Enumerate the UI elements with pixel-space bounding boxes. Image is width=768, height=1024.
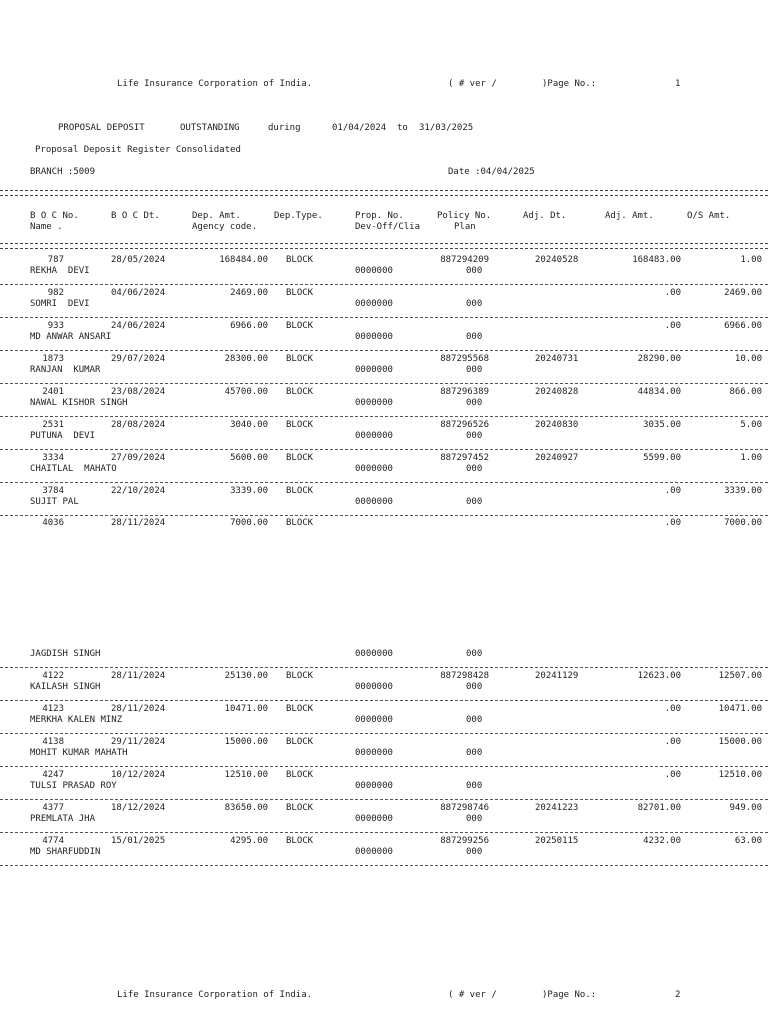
policy-no: 887294209 [440,255,489,265]
dev-off-code: 0000000 [355,814,393,824]
boc-no: 2401 [42,387,64,397]
boc-no: 4122 [42,671,64,681]
to-label: to [397,123,408,133]
plan-code: 000 [466,332,483,342]
adjustment-amount: 44834.00 [637,387,681,397]
outstanding-amount: 15000.00 [718,737,762,747]
deposit-amount: 25130.00 [224,671,268,681]
plan-code: 000 [466,682,483,692]
plan-code: 000 [466,781,483,791]
report-title-2: OUTSTANDING [180,123,240,133]
proposer-name: RANJAN KUMAR [30,365,101,375]
boc-no: 2531 [42,420,64,430]
adjustment-date: 20240828 [535,387,579,397]
boc-date: 28/11/2024 [111,704,166,714]
adjustment-date: 20240927 [535,453,579,463]
deposit-amount: 7000.00 [230,518,268,528]
plan-code: 000 [466,266,483,276]
deposit-amount: 5600.00 [230,453,268,463]
col-dep-amt: Dep. Amt. [192,211,241,221]
adjustment-amount: .00 [664,518,681,528]
page-number: 2 [675,990,681,1000]
deposit-amount: 83650.00 [224,803,268,813]
header-rule-top [0,190,768,196]
proposer-name: SUJIT PAL [30,497,79,507]
deposit-type: BLOCK [286,770,314,780]
boc-no: 4123 [42,704,64,714]
outstanding-amount: 12507.00 [718,671,762,681]
page-number: 1 [675,79,681,89]
outstanding-amount: 1.00 [740,255,762,265]
col-boc-no: B O C No. [30,211,79,221]
deposit-amount: 2469.00 [230,288,268,298]
row-separator [0,700,768,701]
row-separator [0,416,768,417]
boc-date: 04/06/2024 [111,288,166,298]
proposer-name: MD SHARFUDDIN [30,847,101,857]
adjustment-amount: .00 [664,486,681,496]
adjustment-amount: 82701.00 [637,803,681,813]
page-label: )Page No.: [542,79,597,89]
report-title-3: during [268,123,301,133]
proposer-name: JAGDISH SINGH [30,649,101,659]
proposer-name: KAILASH SINGH [30,682,101,692]
report-title-1: PROPOSAL DEPOSIT [58,123,145,133]
adjustment-amount: 3035.00 [643,420,681,430]
proposer-name: MOHIT KUMAR MAHATH [30,748,128,758]
dev-off-code: 0000000 [355,431,393,441]
plan-code: 000 [466,299,483,309]
boc-date: 22/10/2024 [111,486,166,496]
col-prop-no: Prop. No. [355,211,404,221]
deposit-amount: 10471.00 [224,704,268,714]
dev-off-code: 0000000 [355,748,393,758]
adjustment-amount: .00 [664,288,681,298]
dev-off-code: 0000000 [355,266,393,276]
row-separator [0,284,768,285]
proposer-name: PREMLATA JHA [30,814,96,824]
report-subtitle: Proposal Deposit Register Consolidated [35,145,241,155]
proposer-name: PUTUNA DEVI [30,431,96,441]
proposer-name: REKHA DEVI [30,266,90,276]
adjustment-date: 20240731 [535,354,579,364]
adjustment-amount: 4232.00 [643,836,681,846]
plan-code: 000 [466,497,483,507]
boc-date: 10/12/2024 [111,770,166,780]
plan-code: 000 [466,649,483,659]
deposit-type: BLOCK [286,803,314,813]
deposit-type: BLOCK [286,737,314,747]
adjustment-date: 20240528 [535,255,579,265]
proposer-name: CHAITLAL MAHATO [30,464,117,474]
company-name: Life Insurance Corporation of India. [117,990,313,1000]
deposit-amount: 6966.00 [230,321,268,331]
proposer-name: MERKHA KALEN MINZ [30,715,123,725]
row-separator [0,317,768,318]
boc-date: 28/08/2024 [111,420,166,430]
row-separator [0,449,768,450]
deposit-type: BLOCK [286,704,314,714]
version-label: ( # ver / [448,79,497,89]
adjustment-amount: .00 [664,704,681,714]
boc-no: 4036 [42,518,64,528]
boc-date: 29/11/2024 [111,737,166,747]
row-separator [0,733,768,734]
adjustment-amount: 28290.00 [637,354,681,364]
deposit-amount: 12510.00 [224,770,268,780]
col-adj-amt: Adj. Amt. [605,211,654,221]
boc-no: 787 [47,255,64,265]
version-label: ( # ver / [448,990,497,1000]
policy-no: 887296526 [440,420,489,430]
plan-code: 000 [466,715,483,725]
outstanding-amount: 2469.00 [724,288,762,298]
row-separator [0,799,768,800]
deposit-type: BLOCK [286,671,314,681]
outstanding-amount: 12510.00 [718,770,762,780]
boc-date: 24/06/2024 [111,321,166,331]
boc-no: 4138 [42,737,64,747]
date-to: 31/03/2025 [419,123,474,133]
deposit-type: BLOCK [286,387,314,397]
adjustment-date: 20241223 [535,803,579,813]
dev-off-code: 0000000 [355,715,393,725]
adjustment-date: 20240830 [535,420,579,430]
boc-no: 3784 [42,486,64,496]
adjustment-amount: .00 [664,737,681,747]
deposit-amount: 4295.00 [230,836,268,846]
policy-no: 887297452 [440,453,489,463]
boc-date: 18/12/2024 [111,803,166,813]
adjustment-amount: 168483.00 [632,255,681,265]
row-separator [0,515,768,516]
outstanding-amount: 866.00 [729,387,762,397]
deposit-amount: 3339.00 [230,486,268,496]
boc-no: 1873 [42,354,64,364]
row-separator [0,832,768,833]
row-separator [0,350,768,351]
col-plan: Plan [454,222,476,232]
row-separator [0,482,768,483]
outstanding-amount: 3339.00 [724,486,762,496]
boc-no: 4247 [42,770,64,780]
col-boc-dt: B O C Dt. [111,211,160,221]
dev-off-code: 0000000 [355,332,393,342]
adjustment-amount: 12623.00 [637,671,681,681]
dev-off-code: 0000000 [355,682,393,692]
proposer-name: NAWAL KISHOR SINGH [30,398,128,408]
deposit-type: BLOCK [286,288,314,298]
boc-date: 28/05/2024 [111,255,166,265]
plan-code: 000 [466,398,483,408]
deposit-amount: 45700.00 [224,387,268,397]
split-row-top [0,518,768,552]
deposit-amount: 15000.00 [224,737,268,747]
header-rule-bottom [0,243,768,249]
dev-off-code: 0000000 [355,398,393,408]
col-name: Name . [30,222,63,232]
row-separator [0,766,768,767]
adjustment-amount: .00 [664,321,681,331]
boc-no: 982 [47,288,64,298]
boc-date: 28/11/2024 [111,518,166,528]
dev-off-code: 0000000 [355,497,393,507]
plan-code: 000 [466,464,483,474]
col-os-amt: O/S Amt. [687,211,731,221]
deposit-amount: 3040.00 [230,420,268,430]
row-separator [0,865,768,866]
plan-code: 000 [466,431,483,441]
boc-date: 23/08/2024 [111,387,166,397]
outstanding-amount: 1.00 [740,453,762,463]
date-from: 01/04/2024 [332,123,387,133]
proposer-name: SOMRI DEVI [30,299,90,309]
outstanding-amount: 949.00 [729,803,762,813]
outstanding-amount: 10.00 [734,354,762,364]
col-dev-off: Dev-Off/Clia [355,222,421,232]
adjustment-date: 20241129 [535,671,579,681]
deposit-type: BLOCK [286,255,314,265]
boc-no: 3334 [42,453,64,463]
outstanding-amount: 10471.00 [718,704,762,714]
dev-off-code: 0000000 [355,649,393,659]
boc-date: 15/01/2025 [111,836,166,846]
proposer-name: MD ANWAR ANSARI [30,332,112,342]
deposit-type: BLOCK [286,518,314,528]
row-separator [0,667,768,668]
plan-code: 000 [466,814,483,824]
proposer-name: TULSI PRASAD ROY [30,781,117,791]
deposit-type: BLOCK [286,420,314,430]
boc-no: 933 [47,321,64,331]
col-dep-type: Dep.Type. [274,211,323,221]
col-policy-no: Policy No. [437,211,492,221]
boc-date: 27/09/2024 [111,453,166,463]
outstanding-amount: 5.00 [740,420,762,430]
col-agency-code: Agency code. [192,222,258,232]
deposit-type: BLOCK [286,453,314,463]
policy-no: 887295568 [440,354,489,364]
adjustment-amount: .00 [664,770,681,780]
plan-code: 000 [466,748,483,758]
outstanding-amount: 7000.00 [724,518,762,528]
boc-no: 4774 [42,836,64,846]
deposit-type: BLOCK [286,354,314,364]
dev-off-code: 0000000 [355,781,393,791]
report-date: Date :04/04/2025 [448,167,535,177]
dev-off-code: 0000000 [355,365,393,375]
policy-no: 887299256 [440,836,489,846]
dev-off-code: 0000000 [355,847,393,857]
boc-date: 29/07/2024 [111,354,166,364]
row-separator [0,383,768,384]
branch-code: BRANCH :5009 [30,167,96,177]
policy-no: 887298428 [440,671,489,681]
plan-code: 000 [466,847,483,857]
col-adj-dt: Adj. Dt. [523,211,567,221]
boc-no: 4377 [42,803,64,813]
policy-no: 887296389 [440,387,489,397]
deposit-type: BLOCK [286,836,314,846]
outstanding-amount: 6966.00 [724,321,762,331]
adjustment-amount: 5599.00 [643,453,681,463]
deposit-type: BLOCK [286,486,314,496]
deposit-amount: 28300.00 [224,354,268,364]
policy-no: 887298746 [440,803,489,813]
adjustment-date: 20250115 [535,836,579,846]
boc-date: 28/11/2024 [111,671,166,681]
dev-off-code: 0000000 [355,299,393,309]
dev-off-code: 0000000 [355,464,393,474]
deposit-type: BLOCK [286,321,314,331]
plan-code: 000 [466,365,483,375]
page-label: )Page No.: [542,990,597,1000]
outstanding-amount: 63.00 [734,836,762,846]
deposit-amount: 168484.00 [219,255,268,265]
company-name: Life Insurance Corporation of India. [117,79,313,89]
